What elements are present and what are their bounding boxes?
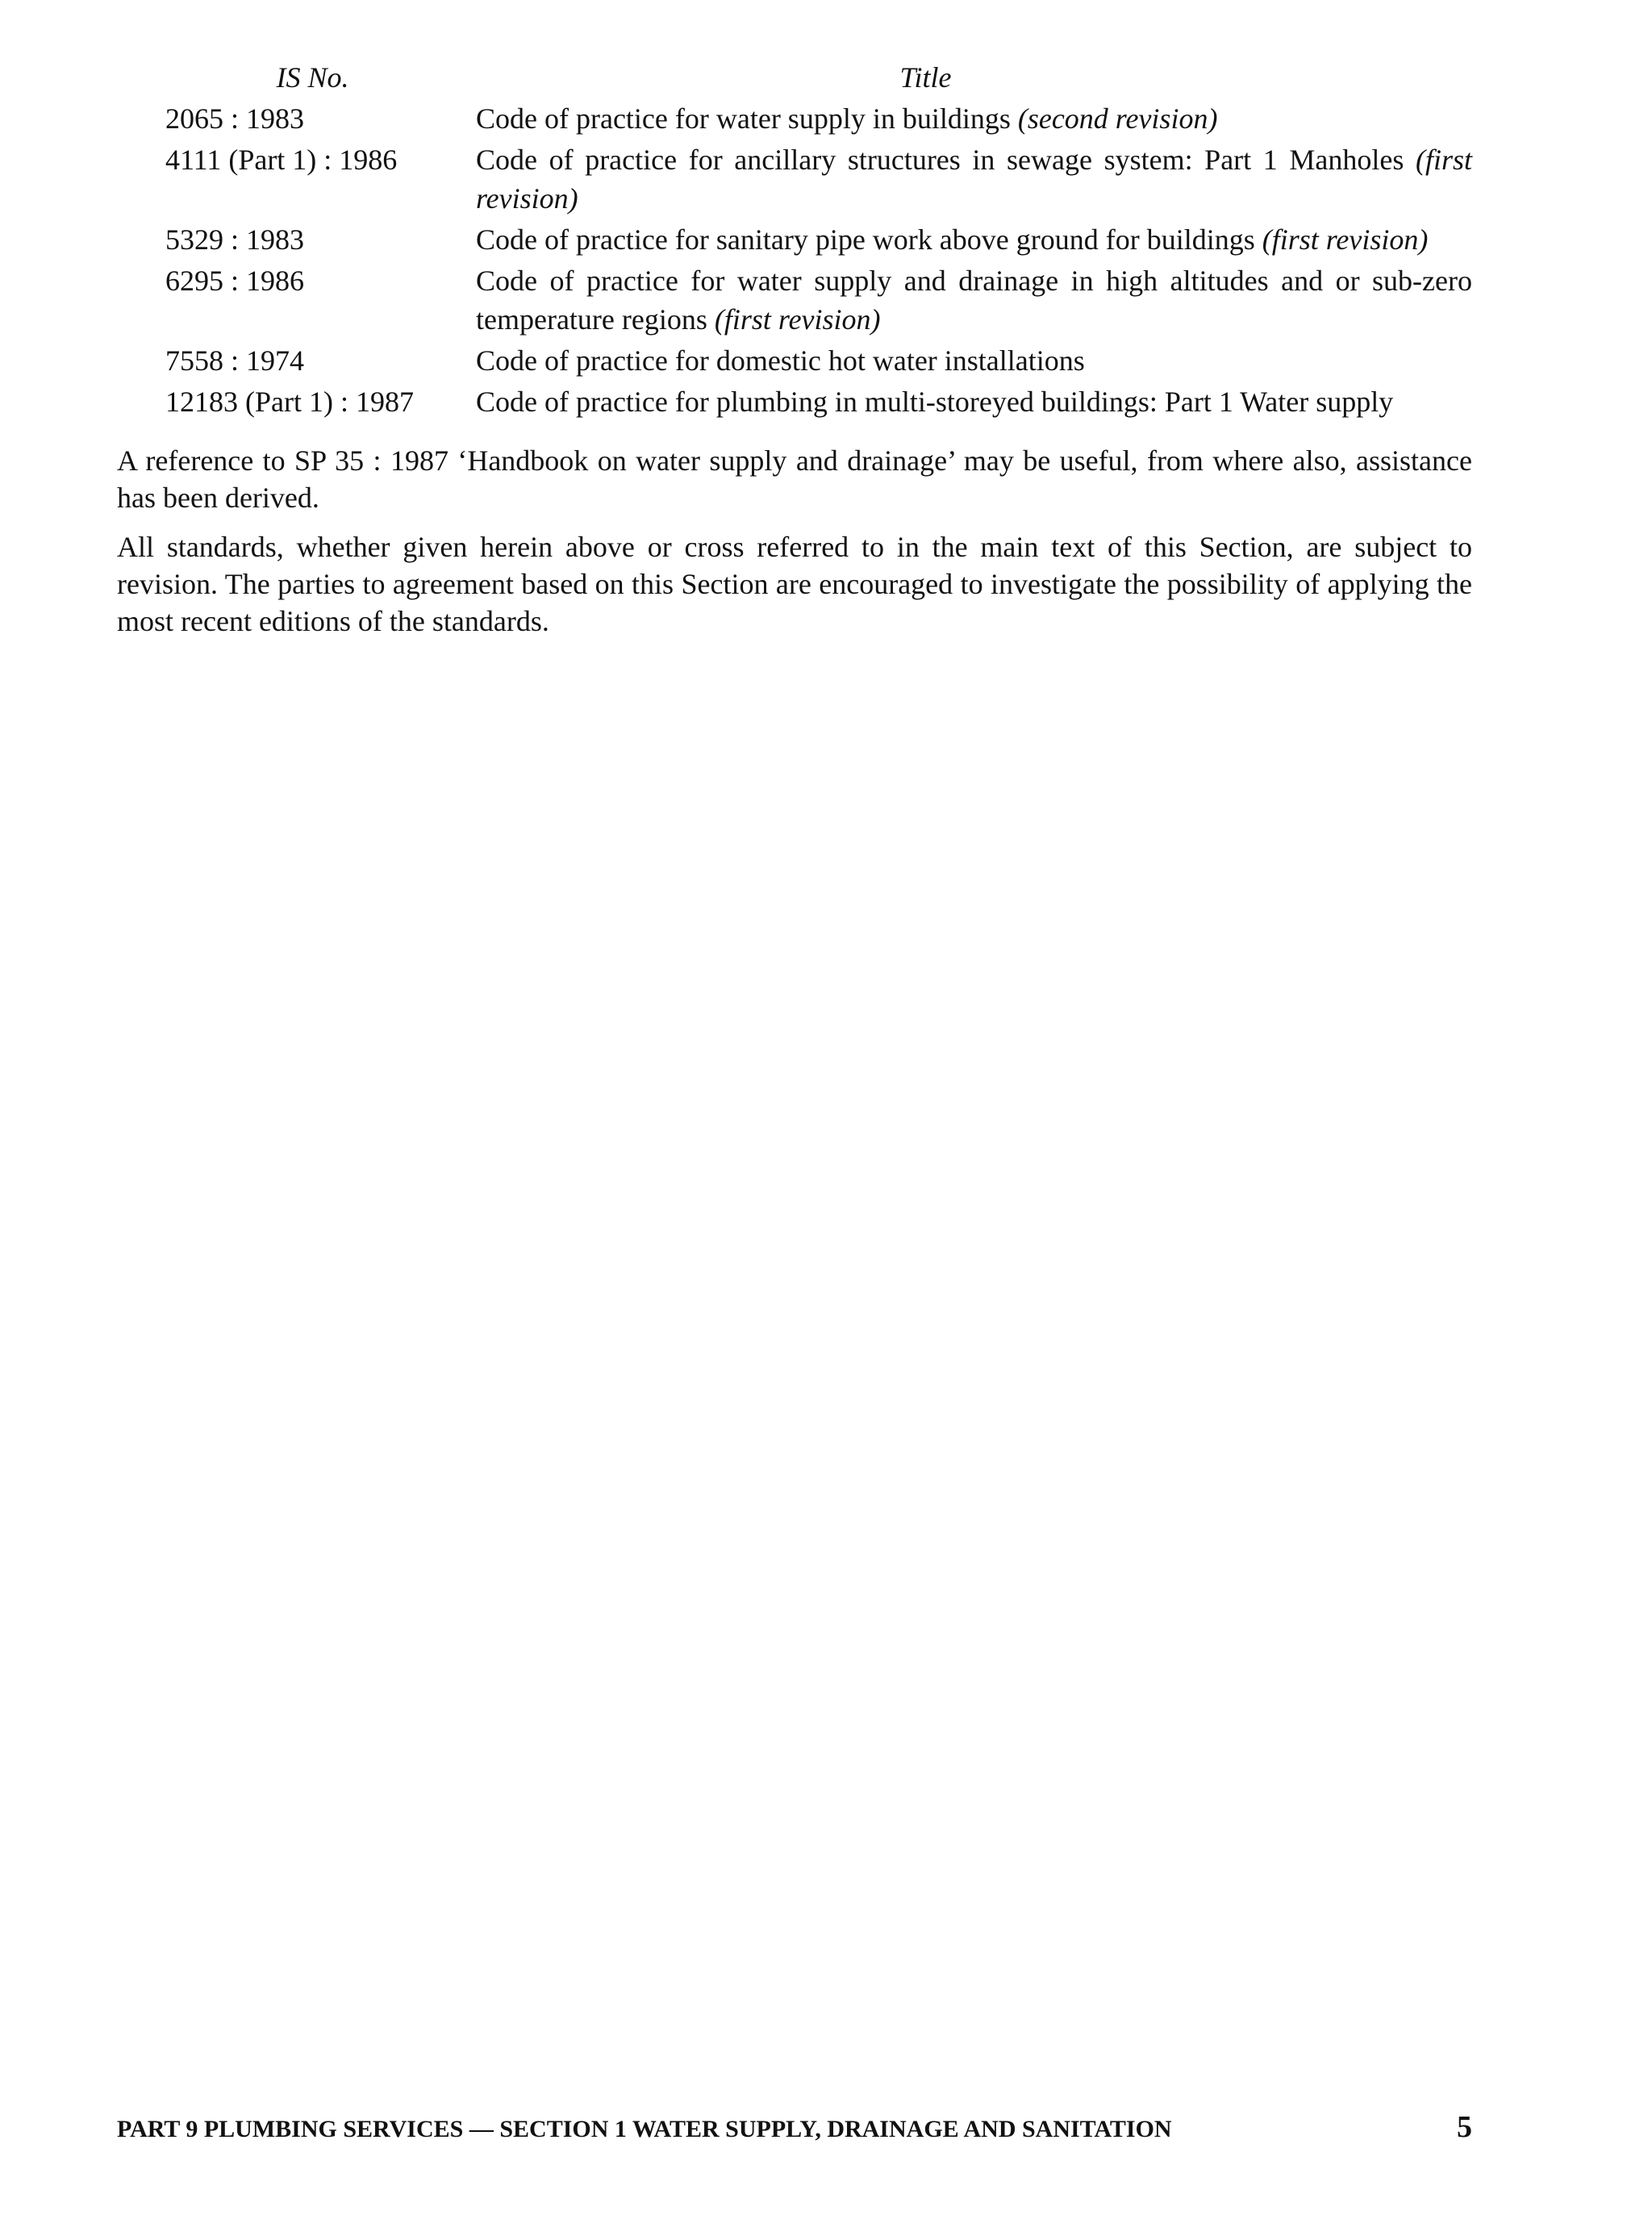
row-title xyxy=(476,382,1472,421)
row-is-no: 5329 : 1983 xyxy=(165,223,305,256)
row-title xyxy=(476,261,1472,339)
row-is-no: 12183 (Part 1) : 1987 xyxy=(165,386,414,418)
table-row xyxy=(165,99,1472,138)
table-row xyxy=(165,140,1472,218)
page-number: 5 xyxy=(1457,2110,1472,2144)
header-title: Title xyxy=(899,61,952,94)
footer-running-title: PART 9 PLUMBING SERVICES — SECTION 1 WATER SUPPLY, DRAINAGE AND SANITATION xyxy=(117,2116,1172,2142)
page-footer xyxy=(117,2111,1472,2146)
table-header xyxy=(165,58,1472,97)
row-revision-note: (first revision) xyxy=(714,303,881,336)
table-row xyxy=(165,341,1472,380)
table-row xyxy=(165,261,1472,339)
row-title-text: Code of practice for ancillary structures in sewage system: Part 1 Manholes xyxy=(476,144,1404,176)
row-revision-note: (second revision) xyxy=(1017,102,1218,135)
table-row xyxy=(165,382,1472,421)
row-title-text: Code of practice for plumbing in multi-storeyed buildings: Part 1 Water supply xyxy=(476,386,1394,418)
row-is-no: 7558 : 1974 xyxy=(165,344,305,377)
row-title xyxy=(476,99,1472,138)
revision-paragraph: All standards, whether given herein above or cross referred to in the main text of this Section, are subject to revision. The parties to agreement based on this Section are encouraged to investigate the possibility of applying the most recent editions of the standards. xyxy=(117,531,1472,637)
row-title-text: Code of practice for sanitary pipe work above ground for buildings xyxy=(476,223,1255,256)
header-is-no: IS No. xyxy=(276,61,349,94)
row-title-text: Code of practice for water supply and drainage in high altitudes and or sub-zero temperature regions xyxy=(476,265,1472,336)
row-title xyxy=(476,140,1472,218)
row-title xyxy=(476,220,1472,259)
row-is-no: 6295 : 1986 xyxy=(165,265,305,297)
standards-table xyxy=(165,58,1472,421)
row-revision-note: (first revision) xyxy=(1262,223,1429,256)
row-is-no: 2065 : 1983 xyxy=(165,102,305,135)
row-is-no: 4111 (Part 1) : 1986 xyxy=(165,144,398,176)
row-title xyxy=(476,341,1472,380)
row-title-text: Code of practice for domestic hot water installations xyxy=(476,344,1085,377)
table-row xyxy=(165,220,1472,259)
reference-paragraph: A reference to SP 35 : 1987 ‘Handbook on water supply and drainage’ may be useful, from where also, assistance has been derived. xyxy=(117,444,1472,514)
row-revision-note: (first revision) xyxy=(476,144,1472,215)
row-title-text: Code of practice for water supply in buildings xyxy=(476,102,1011,135)
